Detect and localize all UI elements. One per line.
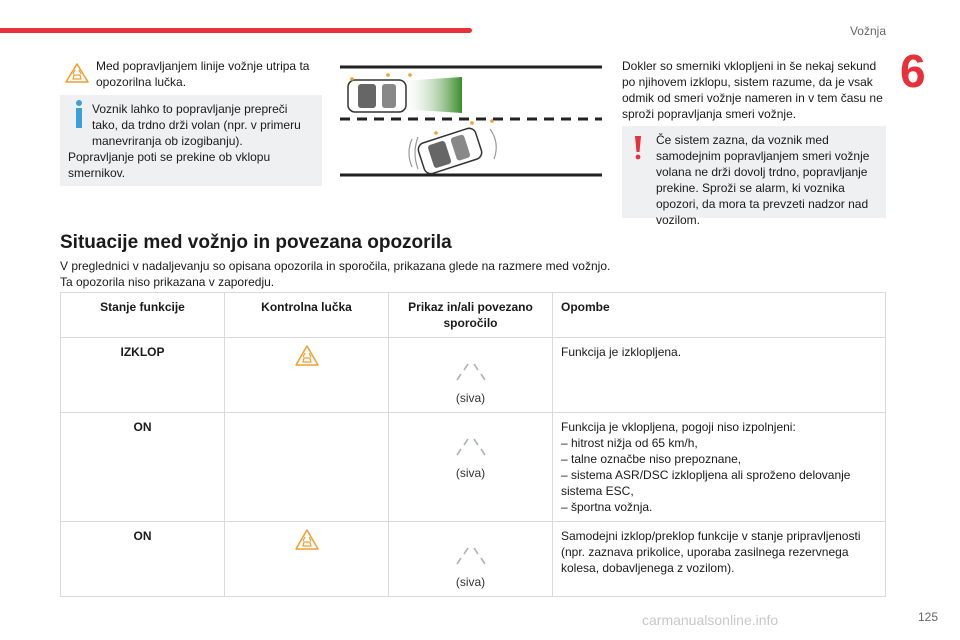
turn-signal-paragraph: Dokler so smerniki vklopljeni in še nekaj sekund po njihovem izklopu, sistem razume, da je vsak odmik od smeri vožnje nameren in v tem času ne sproži popravljanja smeri vožnje. [622, 59, 883, 121]
car-bottom [417, 127, 484, 176]
header-notes: Opombe [553, 293, 886, 338]
warning-note [60, 58, 322, 90]
state-cell: ON [61, 522, 225, 597]
notes-cell [553, 522, 886, 597]
note-line: – sistema ASR/DSC izklopljena ali sproženo delovanje sistema ESC, [561, 468, 851, 498]
lamp-cell [225, 413, 389, 522]
display-cell [389, 522, 553, 597]
table-row [61, 413, 886, 522]
lane-warning-lamp-icon [294, 528, 320, 552]
grey-lane-lines-icon [441, 429, 501, 457]
lamp-cell [225, 338, 389, 413]
intro-line-2: Ta opozorila niso prikazana v zaporedju. [60, 275, 275, 289]
display-label: (siva) [455, 391, 486, 405]
section-title: Situacije med vožnjo in povezana opozorila [60, 232, 452, 253]
note-line: Funkcija je vklopljena, pogoji niso izpolnjeni: [561, 420, 796, 434]
intro-line-1: V preglednici v nadaljevanju so opisana opozorila in sporočila, prikazana glede na razmere med vožnjo. [60, 259, 611, 273]
display-label: (siva) [455, 466, 486, 480]
lane-warning-lamp-icon [294, 344, 320, 368]
top-accent-bar [0, 28, 472, 33]
warning-text: Med popravljanjem linije vožnje utripa ta opozorilna lučka. [96, 59, 310, 89]
state-cell: ON [61, 413, 225, 522]
table-row [61, 338, 886, 413]
chapter-number: 6 [900, 45, 926, 97]
note-line: – hitrost nižja od 65 km/h, [561, 436, 698, 450]
info-text-2: Popravljanje poti se prekine ob vklopu smernikov. [68, 150, 271, 180]
alert-text: Če sistem zazna, da voznik med samodejnim popravljanjem smeri vožnje volana ne drži dovolj trdno, popravljanje prekine. Sproži se alarm, ki voznika opozori, da mora ta prevzeti nadzor nad vozilom. [656, 133, 870, 227]
car-top [348, 80, 406, 112]
header-state: Stanje funkcije [61, 293, 225, 338]
note-line: Funkcija je izklopljena. [561, 345, 682, 359]
note-line: – talne označbe niso prepoznane, [561, 452, 742, 466]
table-row [61, 522, 886, 597]
header-display: Prikaz in/ali povezano sporočilo [389, 293, 553, 338]
section-intro [60, 258, 760, 290]
alert-box [622, 126, 886, 227]
watermark: carmanualsonline.info [642, 612, 779, 628]
notes-cell [553, 338, 886, 413]
warning-triangle-icon [64, 62, 90, 84]
state-cell: IZKLOP [61, 338, 225, 413]
display-label: (siva) [455, 575, 486, 589]
lane-assist-illustration [340, 63, 602, 178]
header-lamp: Kontrolna lučka [225, 293, 389, 338]
note-line: Samodejni izklop/preklop funkcije v stanje pripravljenosti (npr. zaznava prikolice, uporaba zasilnega rezervnega kolesa, dobavljenega z vozilom). [561, 529, 861, 575]
grey-lane-lines-icon [441, 538, 501, 566]
display-cell [389, 413, 553, 522]
section-label: Vožnja [849, 24, 886, 38]
info-box [60, 95, 322, 186]
lamp-cell [225, 522, 389, 597]
info-text-1: Voznik lahko to popravljanje prepreči tako, da trdno drži volan (npr. v primeru manevriranja ob izogibanju). [92, 102, 301, 148]
page-number: 125 [917, 610, 938, 624]
display-cell [389, 338, 553, 413]
warnings-table [60, 292, 886, 597]
exclamation-icon [634, 136, 642, 160]
info-icon [72, 99, 86, 129]
note-line: – športna vožnja. [561, 500, 653, 514]
notes-cell [553, 413, 886, 522]
table-header-row [61, 293, 886, 338]
grey-lane-lines-icon [441, 354, 501, 382]
